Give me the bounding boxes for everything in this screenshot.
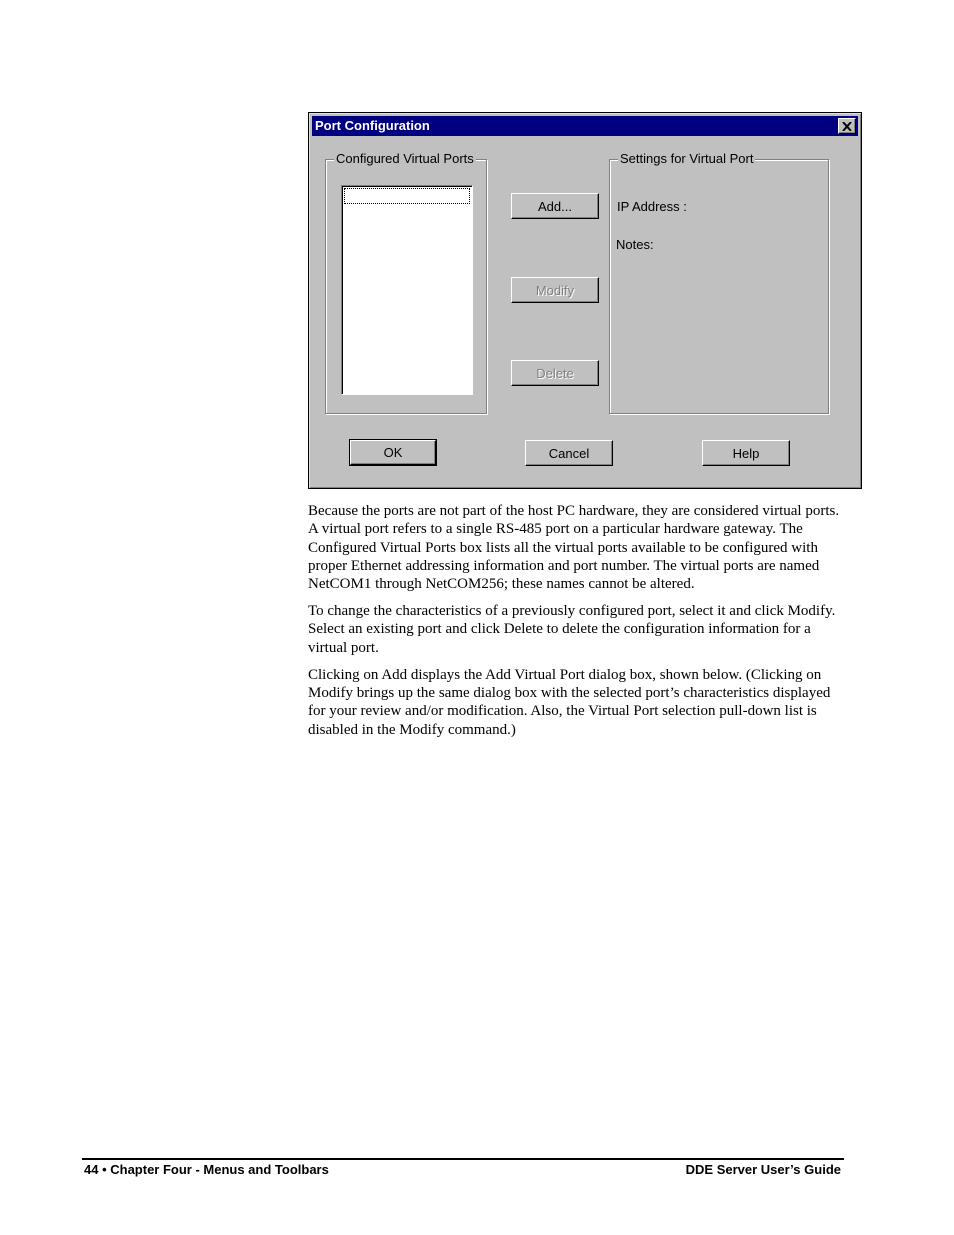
footer-guide-title: DDE Server User’s Guide (685, 1162, 841, 1177)
notes-label: Notes: (616, 237, 654, 252)
configured-ports-label: Configured Virtual Ports (336, 151, 474, 166)
list-focus-item[interactable] (344, 188, 470, 204)
paragraph-add-port: Clicking on Add displays the Add Virtual Port dialog box, shown below. (Clicking on Modify brings up the same dialog box with the selected port’s characteristics displayed for your review and/or modification. Also, the Virtual Port selection pull-down list is disabled in the Modify command.) (308, 666, 831, 738)
paragraph-virtual-ports: Because the ports are not part of the host PC hardware, they are considered virtual ports. A virtual port refers to a single RS-485 port on a particular hardware gateway. The Configured Virtual Ports box lists all the virtual ports available to be configured with proper Ethernet addressing information and port number. The virtual ports are named NetCOM1 through NetCOM256; these names cannot be altered. (308, 503, 840, 593)
footer-rule (82, 1158, 844, 1160)
ip-address-label: IP Address : (617, 199, 687, 214)
help-button[interactable]: Help (702, 440, 790, 466)
modify-button[interactable]: Modify (511, 277, 599, 303)
dialog-title: Port Configuration (315, 118, 430, 133)
body-text (308, 502, 848, 748)
close-icon (842, 122, 852, 131)
footer-chapter: 44 • Chapter Four - Menus and Toolbars (84, 1162, 329, 1177)
dialog-titlebar[interactable] (312, 116, 858, 136)
configured-ports-listbox[interactable] (341, 185, 473, 395)
paragraph-modify-delete: To change the characteristics of a previously configured port, select it and click Modify. Select an existing port and click Delete to delete the configuration information for a virtual port. (308, 603, 836, 656)
add-button[interactable]: Add... (511, 193, 599, 219)
ok-button[interactable]: OK (350, 440, 436, 465)
delete-button[interactable]: Delete (511, 360, 599, 386)
settings-group-label: Settings for Virtual Port (620, 151, 754, 166)
port-configuration-dialog (308, 112, 862, 489)
close-button[interactable] (838, 118, 856, 134)
settings-group (609, 151, 829, 414)
cancel-button[interactable]: Cancel (525, 440, 613, 466)
